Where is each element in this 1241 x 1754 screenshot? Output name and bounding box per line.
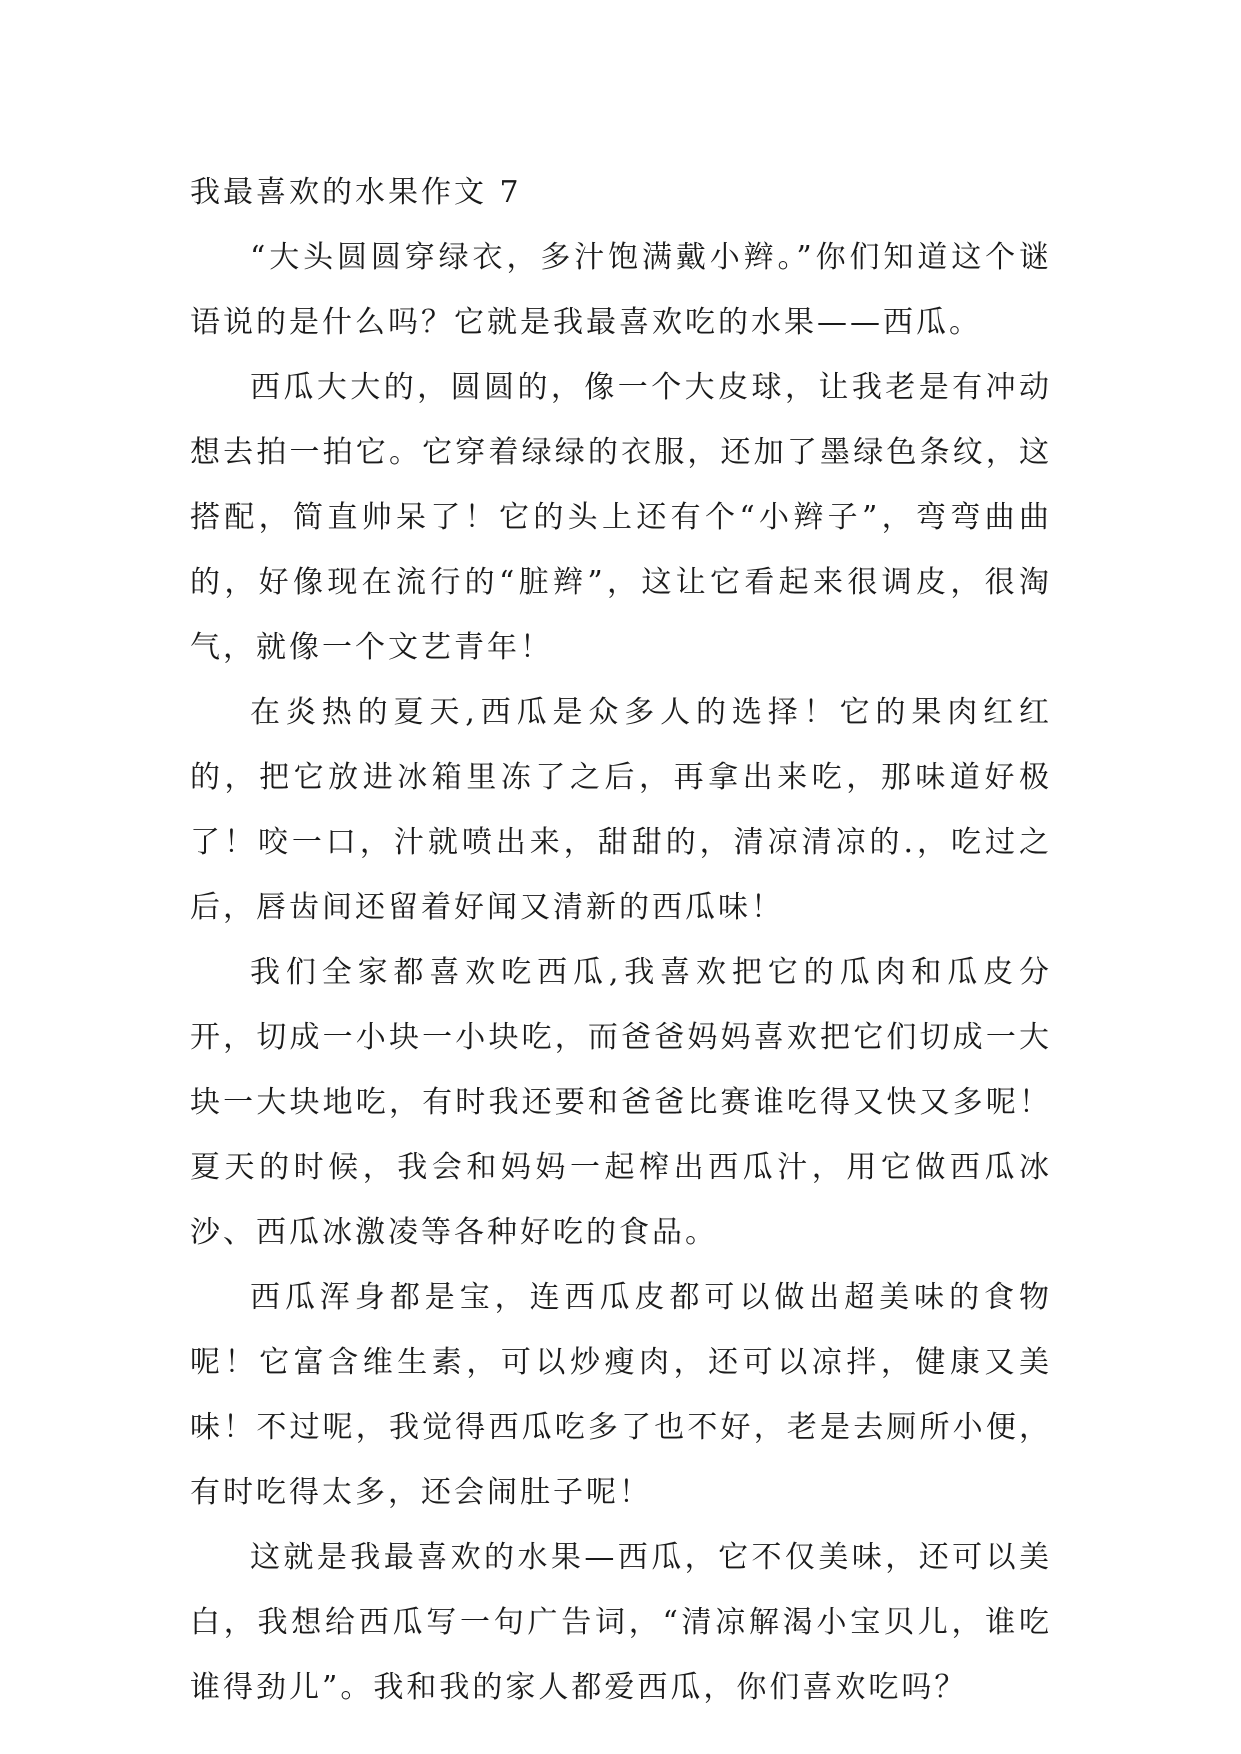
paragraph-conclusion: 这就是我最喜欢的水果—西瓜，它不仅美味，还可以美白，我想给西瓜写一句广告词，“清凉解渴小宝贝儿，谁吃谁得劲儿”。我和我的家人都爱西瓜，你们喜欢吃吗？: [190, 1540, 1052, 1705]
paragraph-riddle: “大头圆圆穿绿衣，多汁饱满戴小辫。”你们知道这个谜语说的是什么吗？它就是我最喜欢吃的水果——西瓜。: [190, 240, 1052, 340]
paragraph-benefits: 西瓜浑身都是宝，连西瓜皮都可以做出超美味的食物呢！它富含维生素，可以炒瘦肉，还可以凉拌，健康又美味！不过呢，我觉得西瓜吃多了也不好，老是去厕所小便，有时吃得太多，还会闹肚子呢！: [190, 1280, 1052, 1510]
document-title: 我最喜欢的水果作文 7: [190, 175, 522, 210]
document-body: [190, 160, 1052, 1720]
paragraph-family: 我们全家都喜欢吃西瓜,我喜欢把它的瓜肉和瓜皮分开，切成一小块一小块吃，而爸爸妈妈喜欢把它们切成一大块一大块地吃，有时我还要和爸爸比赛谁吃得又快又多呢！夏天的时候，我会和妈妈一起榨出西瓜汁，用它做西瓜冰沙、西瓜冰激凌等各种好吃的食品。: [190, 955, 1052, 1250]
paragraph-summer: 在炎热的夏天,西瓜是众多人的选择！它的果肉红红的，把它放进冰箱里冻了之后，再拿出来吃，那味道好极了！咬一口，汁就喷出来，甜甜的，清凉清凉的.，吃过之后，唇齿间还留着好闻又清新的西瓜味！: [190, 695, 1052, 925]
paragraph-appearance: 西瓜大大的，圆圆的，像一个大皮球，让我老是有冲动想去拍一拍它。它穿着绿绿的衣服，还加了墨绿色条纹，这搭配，简直帅呆了！它的头上还有个“小辫子”，弯弯曲曲的，好像现在流行的“脏辫”，这让它看起来很调皮，很淘气，就像一个文艺青年！: [190, 370, 1052, 665]
